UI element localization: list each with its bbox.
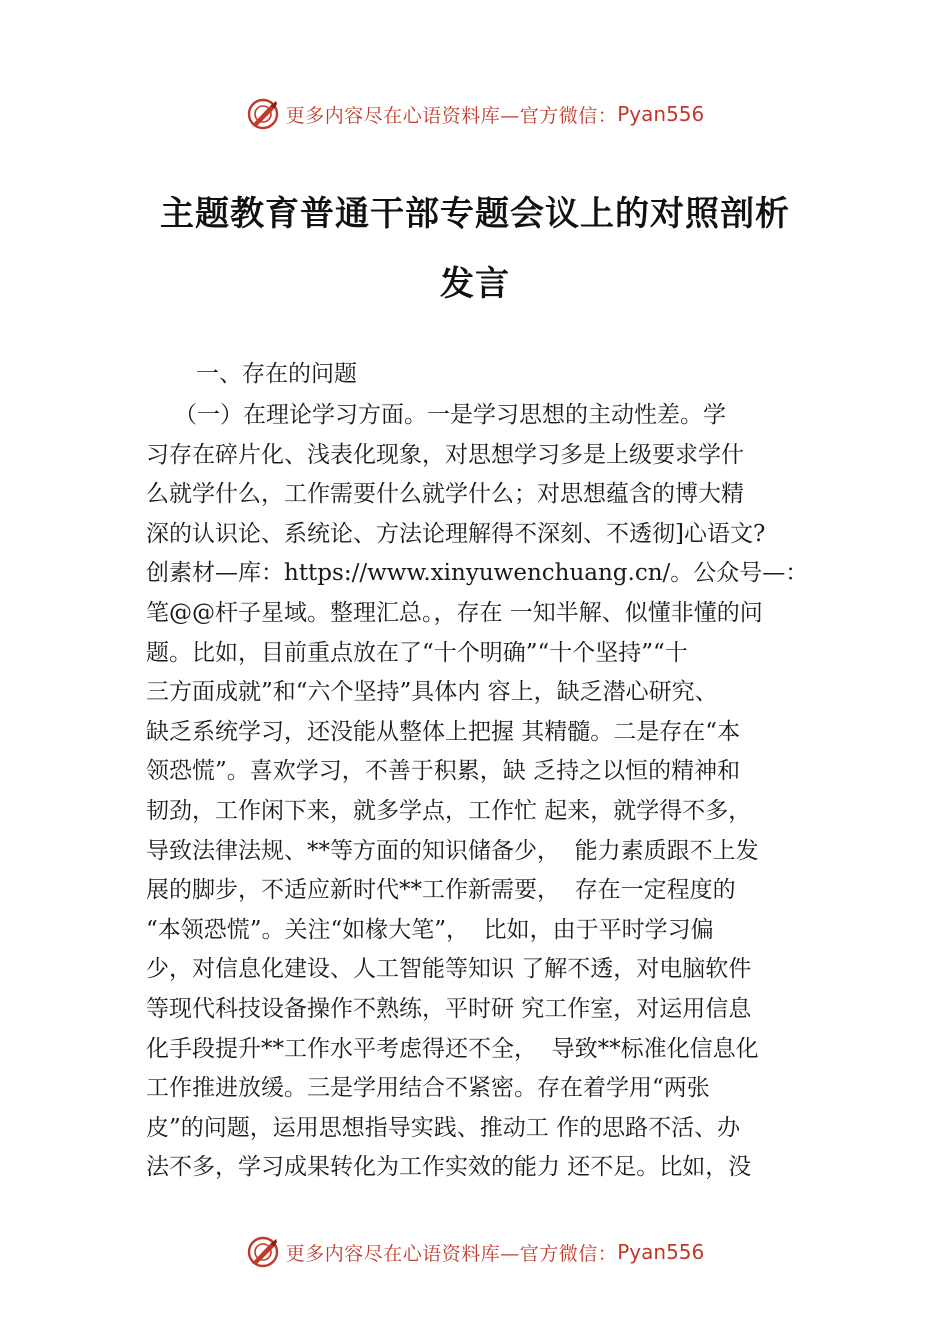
- body-line: 缺乏系统学习，还没能从整体上把握 其精髓。二是存在“本: [146, 718, 741, 745]
- body-line: 化手段提升**工作水平考虑得还不全， 导致**标准化信息化: [146, 1035, 759, 1062]
- banner-wechat-id: Pyan556: [617, 1240, 705, 1264]
- body-line: 韧劲，工作闲下来，就多学点，工作忙 起来，就学得不多，: [146, 797, 752, 824]
- body-line: 笔@@杆子星域。整理汇总。，存在 一知半解、似懂非懂的问: [146, 599, 763, 626]
- body-line: “本领恐慌”。关注“如椽大笔”， 比如，由于平时学习偏: [146, 916, 714, 943]
- section-heading: 一、存在的问题: [196, 361, 357, 387]
- body-line: 导致法律法规、**等方面的知识储备少， 能力素质跟不上发: [146, 837, 759, 864]
- banner-text: 更多内容尽在心语资料库—官方微信：: [285, 104, 618, 127]
- body-line: 习存在碎片化、浅表化现象，对思想学习多是上级要求学什: [146, 441, 744, 468]
- body-line: 创素材—库：https://www.xinyuwenchuang.cn/。公众号—：: [146, 560, 809, 587]
- banner-text: 更多内容尽在心语资料库—官方微信：: [285, 1242, 618, 1265]
- body-line: 等现代科技设备操作不熟练，平时研 究工作室，对运用信息: [146, 995, 752, 1022]
- body-line: 么就学什么，工作需要什么就学什么；对思想蕴含的博大精: [146, 481, 744, 508]
- footer-banner: [0, 1232, 950, 1272]
- body-line: 工作推进放缓。三是学用结合不紧密。存在着学用“两张: [146, 1075, 710, 1102]
- header-banner: [0, 94, 950, 134]
- body-line: 深的认识论、系统论、方法论理解得不深刻、不透彻]心语文?: [146, 520, 766, 547]
- document-title-continued: 发言: [440, 264, 510, 304]
- body-line: 皮”的问题，运用思想指导实践、推动工 作的思路不活、办: [146, 1114, 741, 1141]
- document-title: 主题教育普通干部专题会议上的对照剖析: [160, 194, 790, 234]
- body-line: 展的脚步，不适应新时代**工作新需要， 存在一定程度的: [146, 877, 736, 904]
- pen-logo-icon: [246, 1235, 280, 1269]
- body-line: 三方面成就”和“六个坚持”具体内 容上，缺乏潜心研究、: [146, 679, 718, 706]
- body-text: [146, 396, 836, 1188]
- body-line: 题。比如，目前重点放在了“十个明确”“十个坚持”“十: [146, 639, 688, 666]
- body-line: （一）在理论学习方面。一是学习思想的主动性差。学: [174, 402, 726, 428]
- body-line: 领恐慌”。喜欢学习，不善于积累，缺 乏持之以恒的精神和: [146, 758, 741, 785]
- pen-logo-icon: [246, 97, 280, 131]
- body-line: 法不多，学习成果转化为工作实效的能力 还不足。比如，没: [146, 1154, 752, 1181]
- body-line: 少，对信息化建设、人工智能等知识 了解不透，对电脑软件: [146, 956, 752, 983]
- banner-wechat-id: Pyan556: [617, 102, 705, 126]
